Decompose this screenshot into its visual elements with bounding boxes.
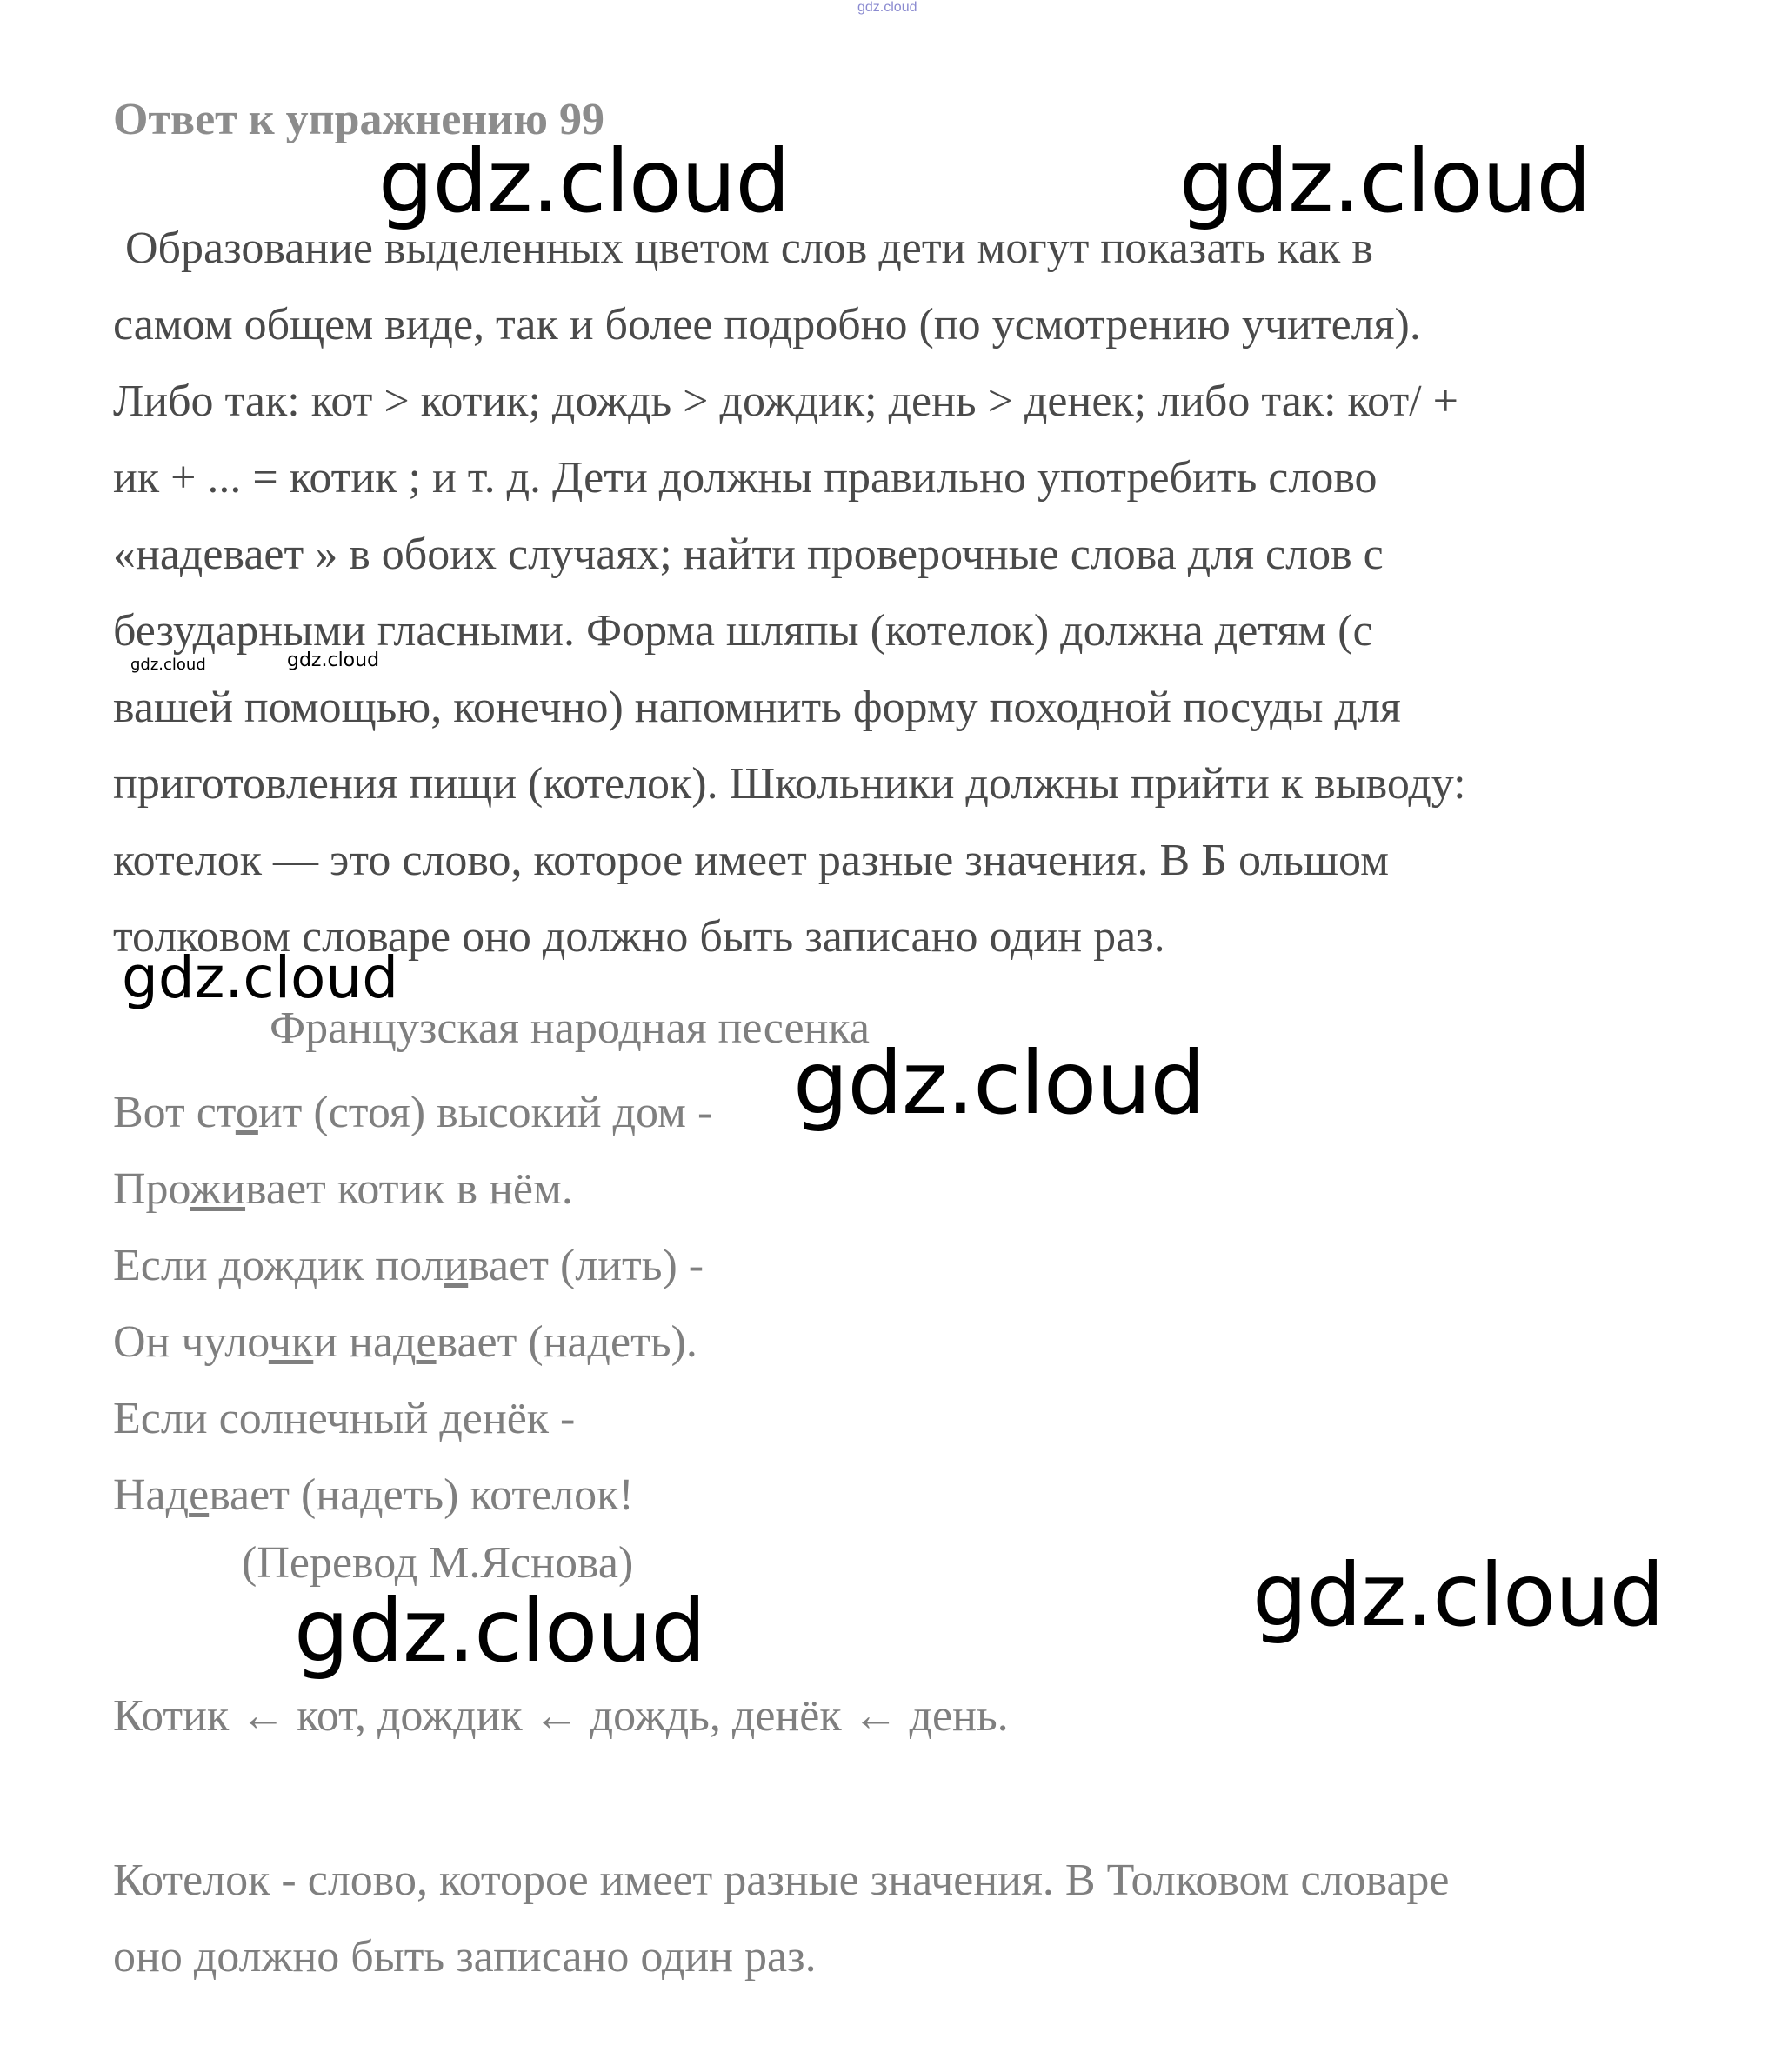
poem-title: Французская народная песенка [270,1003,870,1053]
paragraph-line: Образование выделенных цветом слов дети могут показать как в [125,223,1373,273]
derivation-line: Котик ← кот, дождик ← дождь, денёк ← день. [113,1691,1009,1741]
poem-line [113,1151,712,1228]
watermark: gdz.cloud [122,944,399,1011]
paragraph-line: приготовления пищи (котелок). Школьники должны прийти к выводу: [113,759,1466,809]
stressed-letters: о [235,1088,258,1137]
paragraph-line: безударными гласными. Форма шляпы (котелок) должна детям (с [113,606,1373,656]
paragraph-line: вашей помощью, конечно) напомнить форму походной посуды для [113,683,1401,732]
poem-text: Про [113,1164,190,1214]
poem-line [113,1075,712,1151]
poem-text: Если дождик пол [113,1241,444,1290]
poem-line [113,1228,712,1304]
conclusion-line: Котелок - слово, которое имеет разные значения. В Толковом словаре [113,1855,1450,1905]
poem-credit: (Перевод М.Яснова) [242,1538,634,1588]
conclusion-line: оно должно быть записано один раз. [113,1932,817,1982]
poem-line: Если солнечный денёк - [113,1394,576,1443]
stressed-letters: и [444,1241,469,1290]
paragraph-line: «надевает » в обоих случаях; найти проверочные слова для слов с [113,530,1384,579]
stressed-letters: жи [190,1164,246,1214]
watermark: gdz.cloud [1252,1544,1665,1646]
poem-line [113,1457,712,1534]
paragraph-line: толковом словаре оно должно быть записано один раз. [113,912,1165,962]
watermark: gdz.cloud [378,130,791,232]
poem-line [113,1304,712,1381]
stressed-letters: чк [268,1317,314,1367]
paragraph-line: котелок — это слово, которое имеет разные значения. В Б ольшом [113,836,1389,885]
paragraph-line: ик + ... = котик ; и т. д. Дети должны правильно употребить слово [113,453,1378,503]
top-watermark: gdz.cloud [857,0,917,15]
watermark: gdz.cloud [793,1032,1205,1134]
poem-text: Над [113,1470,190,1520]
watermark: gdz.cloud [1179,130,1591,232]
poem-text: вает котик в нём. [245,1164,573,1214]
poem-text: Вот ст [113,1088,236,1137]
paragraph-line: самом общем виде, так и более подробно (по усмотрению учителя). [113,300,1421,350]
poem-text: вает (лить) - [468,1241,704,1290]
paragraph-line: Либо так: кот > котик; дождь > дождик; день > денек; либо так: кот/ + [113,376,1458,426]
page-title: Ответ к упражнению 99 [113,95,604,144]
watermark: gdz.cloud [294,1580,706,1682]
poem-text: вает (надеть). [436,1317,697,1367]
poem [113,1075,712,1534]
answer-paragraph [113,210,1678,976]
conclusion-paragraph [113,1842,1450,1995]
watermark: gdz.cloud [287,650,380,671]
stressed-letters: е [189,1470,210,1520]
poem-text: Он чуло [113,1317,269,1367]
poem-text: ит (стоя) высокий дом - [257,1088,713,1137]
watermark: gdz.cloud [130,656,206,674]
stressed-letters: е [416,1317,437,1367]
poem-text: и над [313,1317,417,1367]
poem-text: вает (надеть) котелок! [209,1470,634,1520]
